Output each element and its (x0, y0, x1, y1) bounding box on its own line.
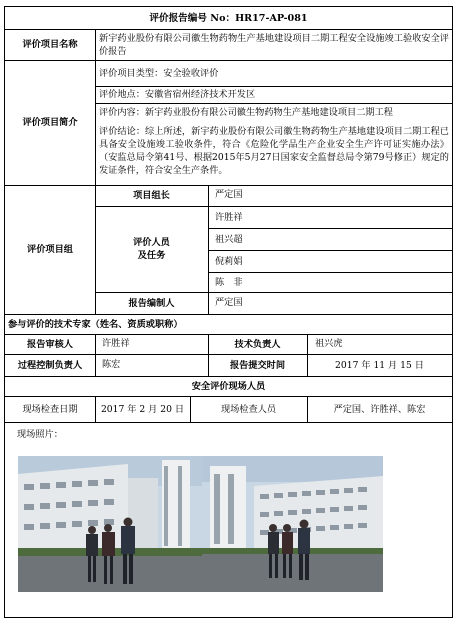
experts-heading: 参与评价的技术专家（姓名、资质或职称） (8, 319, 183, 330)
factory-photo-right (202, 456, 383, 592)
site-date-label: 现场检查日期 (22, 403, 78, 415)
team-member: 陈 非 (215, 277, 243, 288)
submit-time-label: 报告提交时间 (229, 359, 286, 371)
factory-photo-left (18, 456, 202, 592)
evaluation-content: 评价内容：新宇药业股份有限公司徽生物药物生产基地建设项目二期工程 (99, 107, 393, 118)
project-intro-label: 评价项目简介 (22, 117, 78, 128)
report-editor: 严定国 (215, 297, 243, 308)
team-members-label (95, 206, 208, 292)
site-photos-label: 现场照片： (17, 429, 63, 440)
process-control: 陈宏 (102, 359, 121, 370)
reviewer-label: 报告审核人 (27, 338, 73, 350)
team-leader-label: 项目组长 (133, 190, 170, 201)
reviewer: 许胜祥 (102, 338, 130, 349)
report-editor-label: 报告编制人 (128, 297, 175, 309)
team-member: 祖兴超 (215, 234, 243, 245)
site-people-label: 现场检查人员 (220, 403, 277, 415)
members-label-line2: 及任务 (137, 250, 166, 261)
site-people: 严定国、许胜祥、陈宏 (333, 403, 426, 415)
evaluation-conclusion: 评价结论：综上所述，新宇药业股份有限公司徽生物药物生产基地建设项目二期工程已具备安全设施竣工验收条件，符合《危险化学品生产企业安全生产许可证实施办法》（安监总局令第41号、根据2015年5月27日国家安全监督总局令第79号修正）规定的发证条件，符合安全生产条件。 (99, 126, 449, 176)
project-name-label: 评价项目名称 (22, 39, 78, 50)
project-team-label: 评价项目组 (27, 244, 73, 255)
site-photo-1 (18, 456, 202, 592)
evaluation-type: 评价项目类型：安全验收评价 (99, 68, 219, 79)
members-label-line1: 评价人员 (133, 237, 170, 248)
process-control-label: 过程控制负责人 (17, 359, 83, 371)
report-number: 评价报告编号 No：HR17-AP-081 (149, 12, 308, 24)
site-heading: 安全评价现场人员 (191, 380, 266, 392)
evaluation-location: 评价地点：安徽省宿州经济技术开发区 (99, 89, 256, 100)
site-date: 2017 年 2 月 20 日 (100, 403, 185, 415)
site-photo-2 (202, 456, 383, 592)
evaluation-info-sheet (4, 6, 453, 618)
team-leader: 严定国 (215, 189, 243, 200)
tech-lead: 祖兴虎 (315, 338, 343, 349)
team-member: 倪莉娟 (215, 256, 243, 267)
project-name-value: 新宇药业股份有限公司徽生物药物生产基地建设项目二期工程安全设施竣工验收安全评价报告 (99, 33, 449, 57)
tech-lead-label: 技术负责人 (234, 338, 281, 350)
submit-time: 2017 年 11 月 15 日 (335, 359, 424, 371)
team-member: 许胜祥 (215, 212, 243, 223)
